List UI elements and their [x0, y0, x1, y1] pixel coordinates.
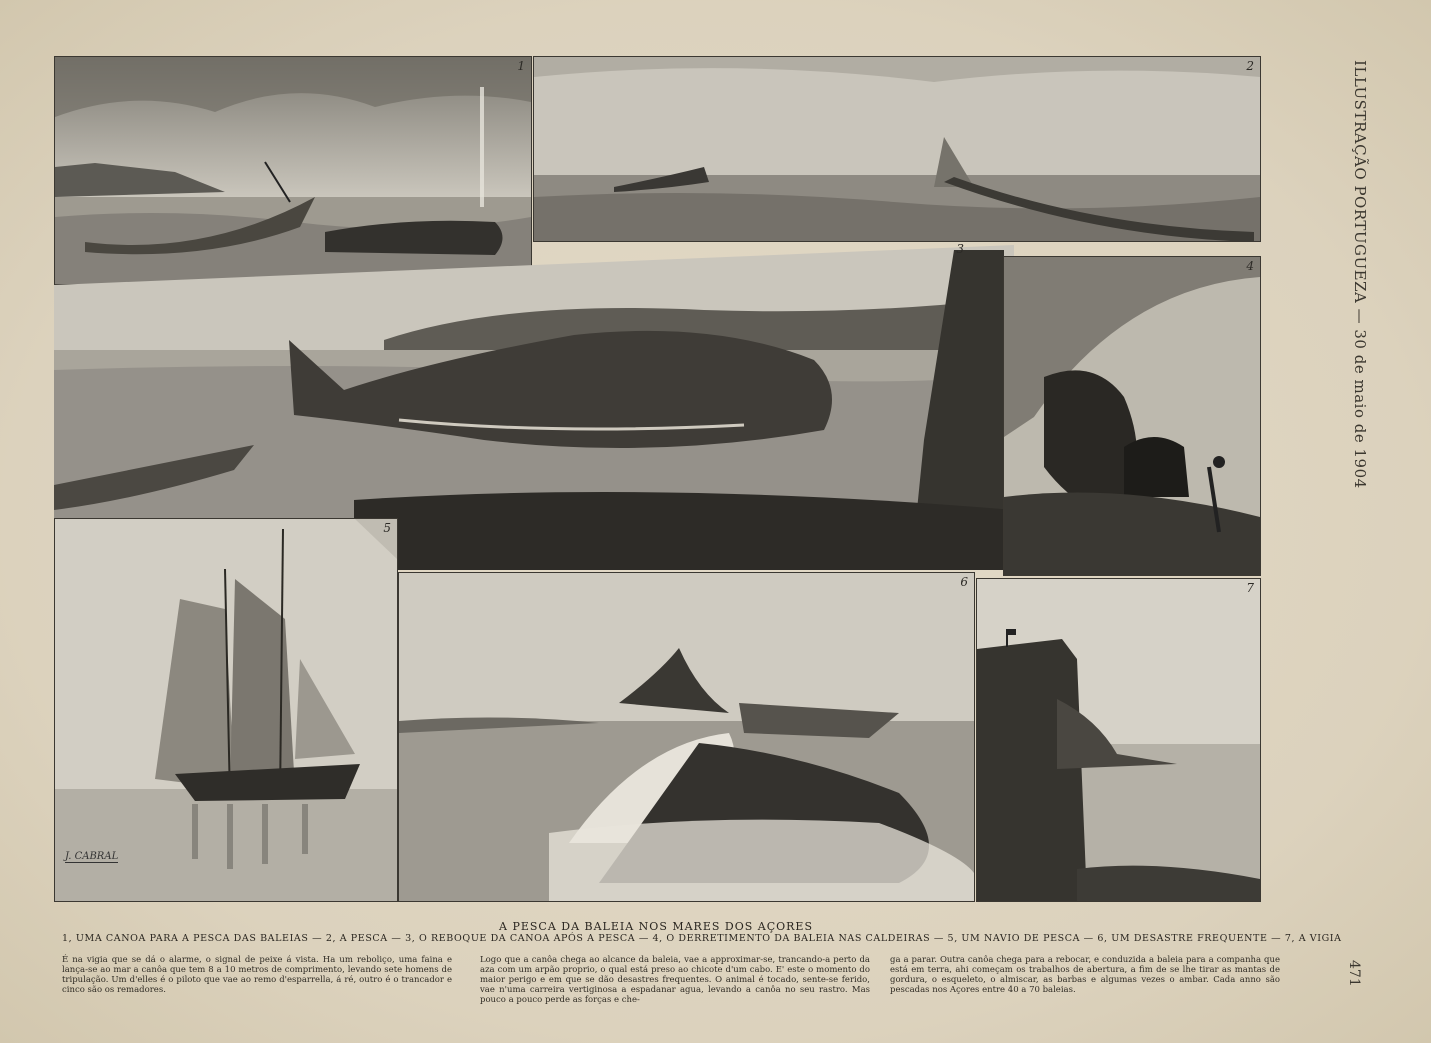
- article-column-2: [480, 955, 870, 1005]
- article-column-3: [890, 955, 1280, 995]
- plate-2-number: 2: [1246, 59, 1254, 73]
- article-column-2-text: Logo que a canôa chega ao alcance da baleia, vae a approximar-se, trancando-a perto da aza com um arpão proprio, o qual está preso ao chicote d'um cabo. E' este o momento do maior perigo e em que se dão desastres frequentes. O animal é tocado, sente-se ferido, vae n'uma carreira vertiginosa a espadanar agua, levando a canôa no seu rastro. Mas pouco a pouco perde as forças e che-: [480, 955, 870, 1005]
- plate-2-engraving: [534, 57, 1260, 241]
- plate-5-fishing-ship: [54, 518, 398, 902]
- plate-6-engraving: [399, 573, 974, 901]
- plate-4-number: 4: [1246, 259, 1254, 273]
- plate-7-number: 7: [1246, 581, 1254, 595]
- plate-1-number: 1: [517, 59, 525, 73]
- plate-7-engraving: [977, 579, 1260, 901]
- plate-6-frequent-disaster: [398, 572, 975, 902]
- plate-7-lookout: [976, 578, 1261, 902]
- plate-5-engraving: [55, 519, 397, 901]
- plate-3-number: 3: [956, 242, 964, 256]
- plate-4-rendering-cauldrons: [1003, 256, 1261, 576]
- side-header: [1340, 60, 1380, 489]
- article-column-1-text: É na vigia que se dá o alarme, o signal de peixe á vista. Ha um reboliço, uma faina e lança-se ao mar a canôa que tem 8 a 10 metros de comprimento, levando sete homens de tripulação. Um d'elles é o piloto que vae ao remo d'esparrella, á ré, outro é o trancador e cinco são os remadores.: [62, 955, 452, 995]
- plate-6-number: 6: [960, 575, 968, 589]
- artist-signature: J. CABRAL: [65, 851, 119, 862]
- caption-title: A PESCA DA BALEIA NOS MARES DOS AÇORES: [499, 920, 813, 933]
- plate-2-the-hunt: [533, 56, 1261, 242]
- page-number: 471: [1346, 960, 1362, 987]
- side-header-text: ILLUSTRAÇÃO PORTUGUEZA — 30 de maio de 1904: [1351, 60, 1369, 489]
- plate-4-engraving: [1004, 257, 1260, 575]
- plate-5-number: 5: [383, 521, 391, 535]
- caption-list: 1, UMA CANOA PARA A PESCA DAS BALEIAS — 2, A PESCA — 3, O REBOQUE DA CANOA APÓS A PESCA — 4, O DERRETIMENTO DA BALEIA NAS CALDEIRAS — 5, UM NAVIO DE PESCA — 6, UM DESASTRE FREQUENTE — 7, A VIGIA: [62, 933, 1342, 944]
- article-column-3-text: ga a parar. Outra canôa chega para a rebocar, e conduzida a baleia para a companha que está em terra, ahi começam os trabalhos de abertura, a fim de se lhe tirar as mantas de gordura, o esqueleto, o almiscar, as barbas e algumas vezes o ambar. Cada anno são pescadas nos Açores entre 40 a 70 baleias.: [890, 955, 1280, 995]
- article-body: [62, 955, 1280, 1005]
- article-column-1: [62, 955, 452, 995]
